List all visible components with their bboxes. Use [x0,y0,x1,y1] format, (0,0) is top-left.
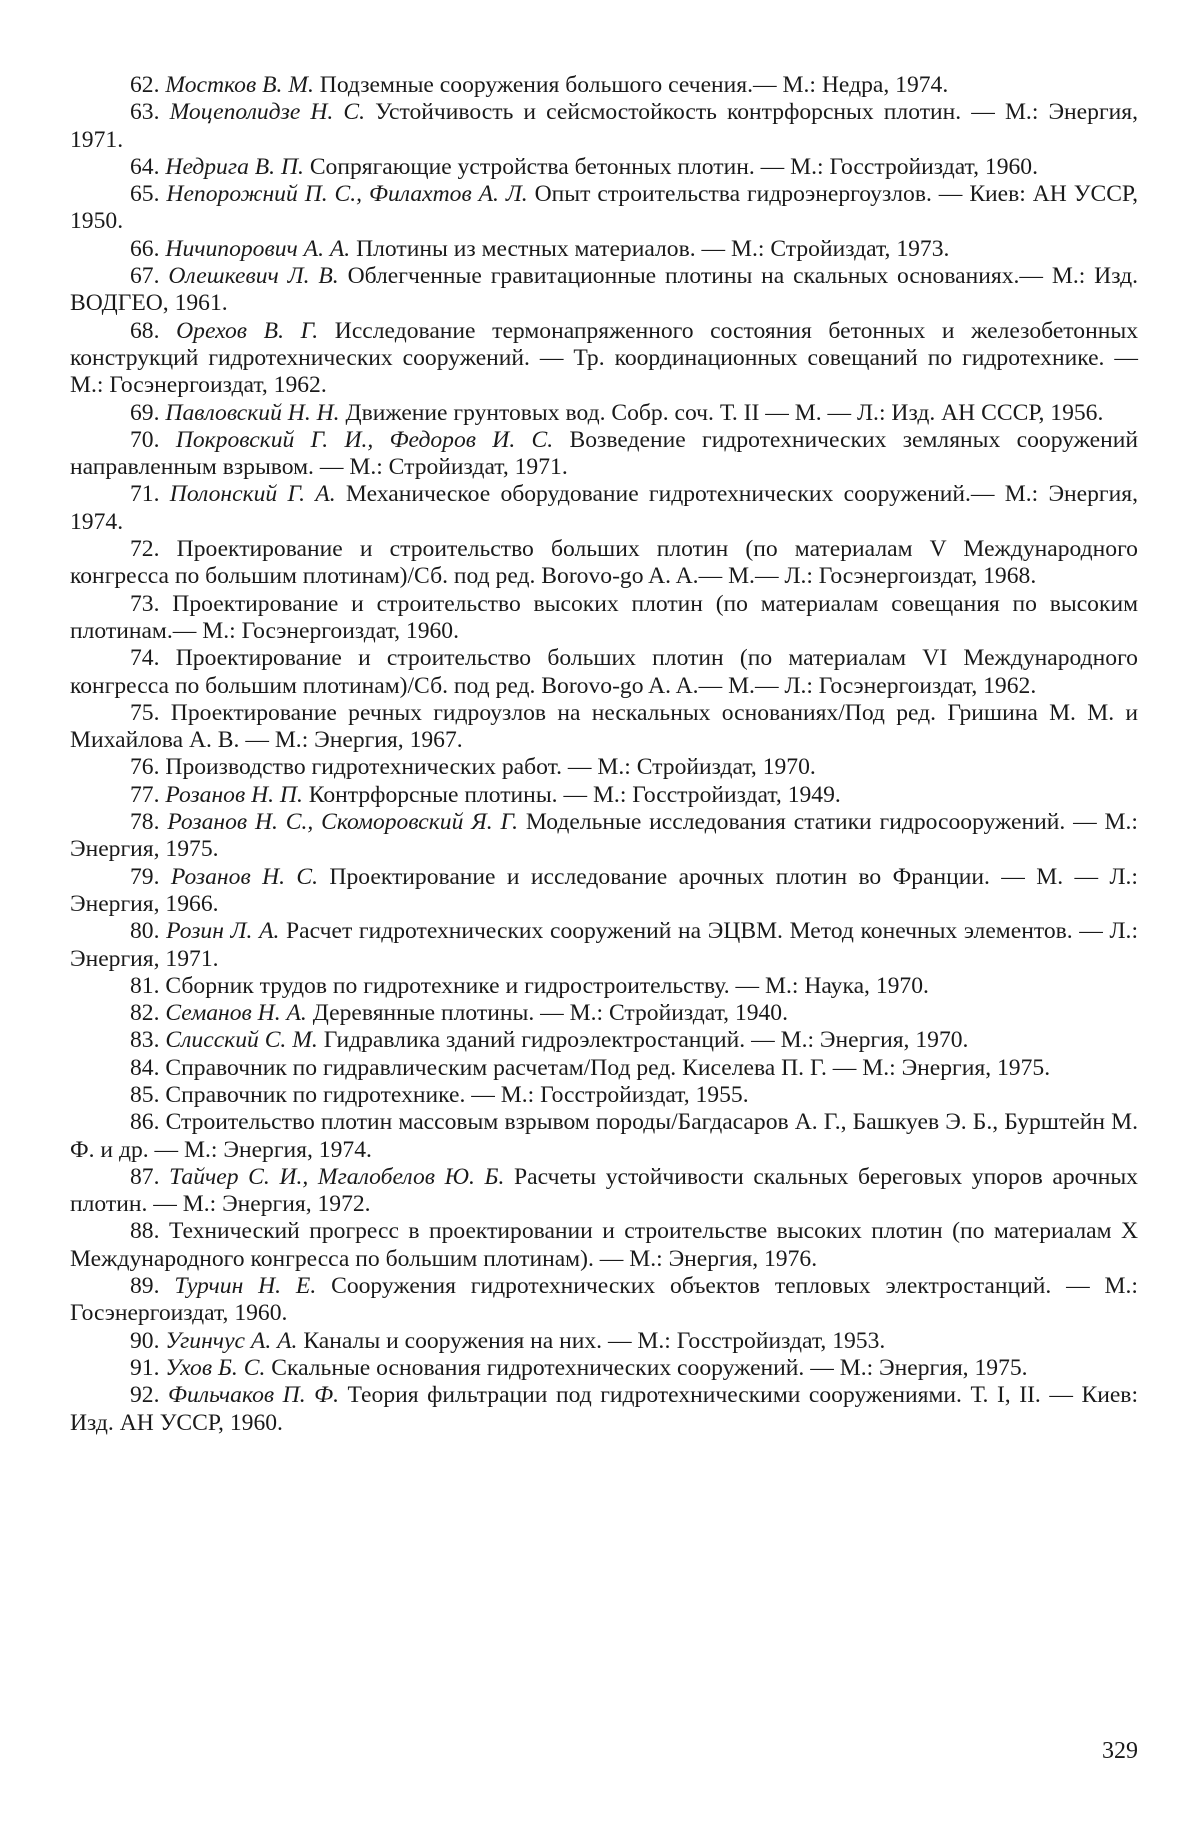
reference-entry [70,481,1138,536]
reference-text: Расчет гидротехнических сооружений на ЭЦВМ. Метод конечных элементов. — Л.: Энергия, 1971. [70,918,1139,972]
reference-text: Теория фильтрации под гидротехническими сооружениями. Т. I, II. — Киев: Изд. АН УССР, 1960. [70,1382,1139,1436]
reference-entry [70,1218,1138,1273]
reference-text: Строительство плотин массовым взрывом породы/Багдасаров А. Г., Башкуев Э. Б., Бурштейн М. Ф. и др. — М.: Энергия, 1974. [70,1109,1139,1163]
reference-number: 82. [130,1000,160,1027]
reference-text: Каналы и сооружения на них. — М.: Госстройиздат, 1953. [303,1327,886,1354]
reference-text: Справочник по гидравлическим расчетам/Под ред. Киселева П. Г. — М.: Энергия, 1975. [165,1054,1051,1081]
reference-entry [70,400,1138,427]
reference-entry [70,427,1138,482]
reference-entry [70,1109,1138,1164]
reference-author: Розин Л. А. [166,918,280,945]
reference-author: Павловский Н. Н. [165,399,340,426]
reference-number: 83. [130,1027,160,1054]
reference-author: Моцеполидзе Н. С. [169,99,366,126]
reference-number: 69. [130,399,160,426]
reference-entry [70,154,1138,181]
reference-text: Возведение гидротехнических земляных сооружений направленным взрывом. — М.: Стройиздат, 1971. [70,426,1139,481]
reference-number: 78. [130,809,160,836]
reference-number: 90. [130,1327,160,1354]
reference-text: Гидравлика зданий гидроэлектростанций. — М.: Энергия, 1970. [323,1027,969,1054]
reference-number: 74. [130,645,160,672]
reference-number: 70. [130,426,160,453]
reference-entry [70,1355,1138,1382]
reference-number: 85. [130,1081,160,1108]
reference-entry [70,263,1138,318]
reference-entry [70,1382,1138,1437]
reference-number: 77. [130,781,160,808]
reference-entry [70,1027,1138,1054]
reference-number: 79. [130,863,160,890]
reference-author: Фильчаков П. Ф. [168,1382,340,1409]
bibliography-page [70,72,1138,1437]
reference-author: Слисский С. М. [165,1027,318,1054]
reference-author: Непорожний П. С., Филахтов А. Л. [166,181,528,208]
reference-text: Справочник по гидротехнике. — М.: Госстройиздат, 1955. [165,1081,749,1108]
reference-author: Розанов Н. П. [165,781,303,808]
reference-number: 71. [130,481,160,508]
reference-author: Мостков В. М. [165,72,314,98]
reference-author: Турчин Н. Е. [174,1273,317,1300]
reference-author: Семанов Н. А. [165,1000,307,1027]
reference-text: Модельные исследования статики гидросооружений. — М.: Энергия, 1975. [70,809,1138,863]
reference-author: Розанов Н. С. [170,863,319,890]
reference-number: 75. [130,699,160,726]
reference-text: Плотины из местных материалов. — М.: Стройиздат, 1973. [356,235,950,262]
reference-entry [70,72,1138,99]
reference-text: Сопрягающие устройства бетонных плотин. — М.: Госстройиздат, 1960. [309,153,1038,180]
reference-entry [70,864,1138,919]
reference-entry [70,918,1138,973]
page-number: 329 [1102,1738,1138,1764]
reference-number: 81. [130,972,160,999]
reference-entry [70,99,1138,154]
reference-text: Проектирование и строительство больших плотин (по материалам VI Международного конгресса по большим плотинам)/Сб. под ред. Borovo-go A. A.— М.— Л.: Госэнергоиздат, 1962. [70,645,1138,699]
reference-author: Орехов В. Г. [176,317,319,344]
reference-author: Покровский Г. И., Федоров И. С. [175,426,554,453]
reference-entry [70,1082,1138,1109]
reference-text: Деревянные плотины. — М.: Стройиздат, 1940. [312,1000,788,1027]
reference-author: Ухов Б. С. [165,1354,266,1381]
reference-entry [70,181,1138,236]
reference-author: Тайчер С. И., Мгалобелов Ю. Б. [169,1163,505,1190]
reference-text: Механическое оборудование гидротехнических сооружений.— М.: Энергия, 1974. [70,481,1138,535]
reference-author: Угинчус А. А. [165,1327,298,1354]
reference-entry [70,973,1138,1000]
reference-text: Исследование термонапряженного состояния бетонных и железобетонных конструкций гидротехнических сооружений. — Тр. координационных совещаний по гидротехнике. — М.: Госэнергоиздат, 1962. [70,317,1138,399]
reference-text: Подземные сооружения большого сечения.— М.: Недра, 1974. [319,72,949,98]
reference-text: Опыт строительства гидроэнергоузлов. — Киев: АН УССР, 1950. [70,181,1138,235]
reference-entry [70,1164,1138,1219]
reference-text: Проектирование и строительство больших плотин (по материалам V Международного конгресса по большим плотинам)/Сб. под ред. Borovo-go A. A.— М.— Л.: Госэнергоиздат, 1968. [70,536,1138,590]
reference-entry [70,1000,1138,1027]
reference-entry [70,809,1138,864]
reference-text: Сооружения гидротехнических объектов тепловых электростанций. — М.: Госэнергоиздат, 1960. [70,1273,1138,1327]
reference-number: 68. [130,317,160,344]
reference-text: Скальные основания гидротехнических сооружений. — М.: Энергия, 1975. [271,1354,1028,1381]
reference-number: 88. [130,1218,160,1245]
reference-text: Контрфорсные плотины. — М.: Госстройиздат, 1949. [308,781,841,808]
reference-text: Проектирование и строительство высоких плотин (по материалам совещания по высоким плотинам.— М.: Госэнергоиздат, 1960. [70,590,1138,644]
reference-number: 73. [130,590,160,617]
reference-entry [70,700,1138,755]
reference-number: 84. [130,1054,160,1081]
reference-text: Облегченные гравитационные плотины на скальных основаниях.— М.: Изд. ВОДГЕО, 1961. [70,263,1139,317]
reference-number: 63. [130,99,160,126]
reference-number: 80. [130,918,160,945]
reference-list [70,72,1138,1437]
reference-entry [70,1328,1138,1355]
reference-text: Производство гидротехнических работ. — М.: Стройиздат, 1970. [165,754,816,781]
reference-author: Недрига В. П. [165,153,304,180]
reference-number: 66. [130,235,160,262]
reference-number: 76. [130,754,160,781]
reference-number: 67. [130,263,160,290]
reference-text: Проектирование и исследование арочных плотин во Франции. — М. — Л.: Энергия, 1966. [70,863,1138,917]
reference-text: Движение грунтовых вод. Собр. соч. Т. II — М. — Л.: Изд. АН СССР, 1956. [345,399,1104,426]
reference-author: Розанов Н. С., Скоморовский Я. Г. [167,809,519,836]
reference-entry [70,318,1138,400]
reference-entry [70,236,1138,263]
reference-text: Расчеты устойчивости скальных береговых упоров арочных плотин. — М.: Энергия, 1972. [70,1163,1138,1218]
reference-number: 89. [130,1273,160,1300]
reference-entry [70,591,1138,646]
reference-number: 62. [130,72,160,98]
reference-entry [70,754,1138,781]
reference-entry [70,536,1138,591]
reference-text: Технический прогресс в проектировании и строительстве высоких плотин (по материалам X Международного конгресса по большим плотинам). — М.: Энергия, 1976. [70,1218,1138,1272]
reference-entry [70,645,1138,700]
reference-text: Проектирование речных гидроузлов на нескальных основаниях/Под ред. Гришина М. М. и Михайлова А. В. — М.: Энергия, 1967. [70,699,1138,754]
reference-number: 92. [130,1382,160,1409]
reference-entry [70,782,1138,809]
reference-number: 87. [130,1163,160,1190]
reference-entry [70,1273,1138,1328]
reference-number: 91. [130,1354,160,1381]
reference-author: Полонский Г. А. [169,481,336,508]
reference-author: Ничипорович А. А. [165,235,351,262]
reference-text: Сборник трудов по гидротехнике и гидростроительству. — М.: Наука, 1970. [165,972,929,999]
reference-number: 64. [130,153,160,180]
reference-author: Олешкевич Л. В. [168,263,339,290]
reference-text: Устойчивость и сейсмостойкость контрфорсных плотин. — М.: Энергия, 1971. [70,99,1139,153]
reference-entry [70,1055,1138,1082]
reference-number: 72. [130,536,160,563]
reference-number: 65. [130,181,160,208]
reference-number: 86. [130,1109,160,1136]
